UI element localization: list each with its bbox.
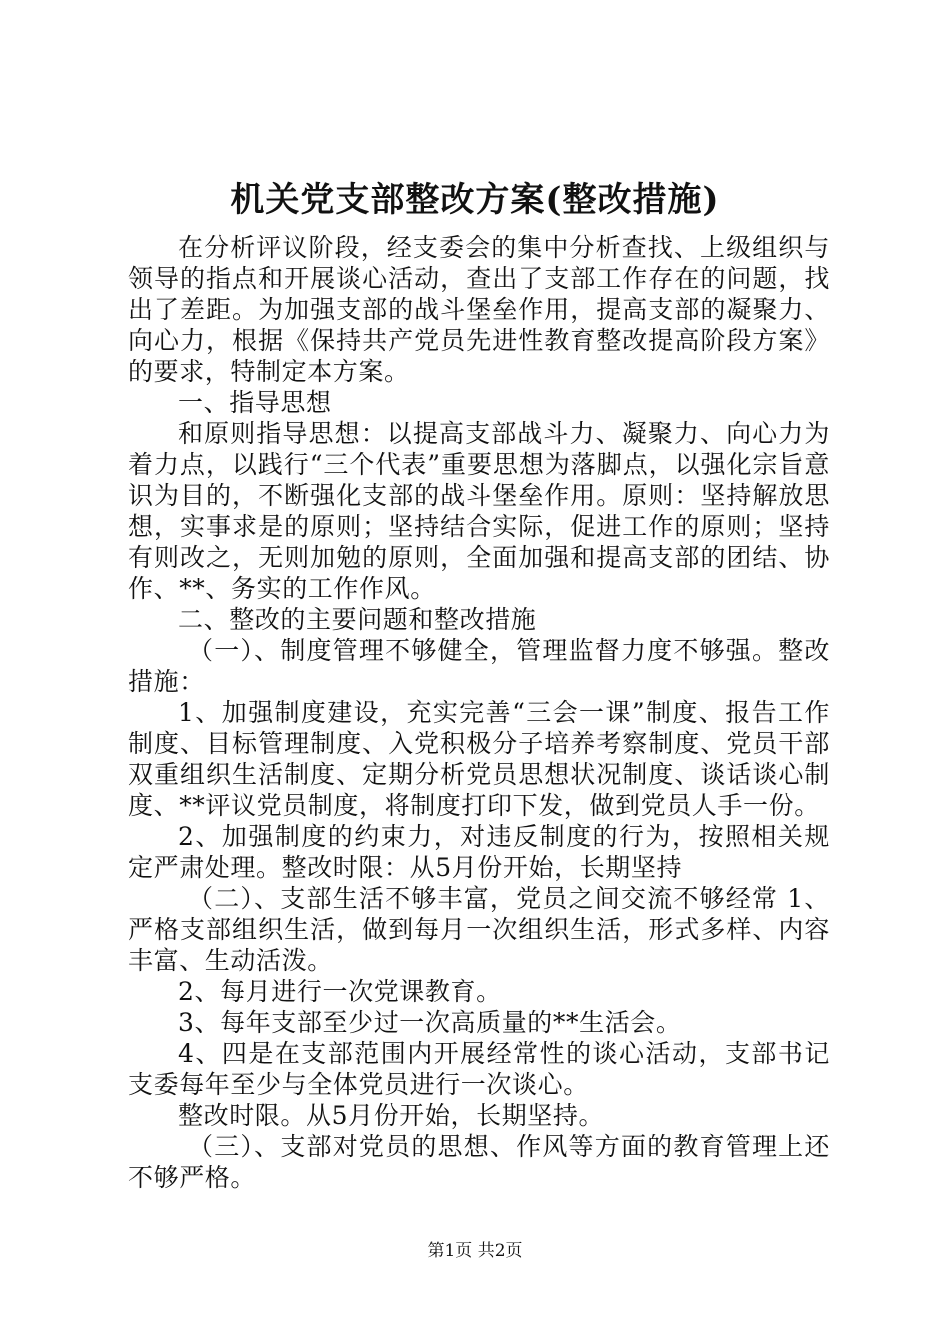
subheading-problem-2: （二）、支部生活不够丰富，党员之间交流不够经常 1、严格支部组织生活，做到每月一次组织生活，形式多样、内容丰富、生动活泼。 xyxy=(128,884,830,975)
list-item-measure-2: 2、加强制度的约束力，对违反制度的行为，按照相关规定严肃处理。整改时限：从5月份开始，长期坚持 xyxy=(128,822,830,882)
subheading-problem-1: （一）、制度管理不够健全，管理监督力度不够强。整改措施： xyxy=(128,636,830,696)
list-item-measure-1: 1、加强制度建设，充实完善“三会一课”制度、报告工作制度、目标管理制度、入党积极分子培养考察制度、党员干部双重组织生活制度、定期分析党员思想状况制度、谈话谈心制度、**评议党员制度，将制度打印下发，做到党员人手一份。 xyxy=(128,698,830,820)
subheading-problem-3: （三）、支部对党员的思想、作风等方面的教育管理上还不够严格。 xyxy=(128,1132,830,1192)
paragraph-intro: 在分析评议阶段，经支委会的集中分析查找、上级组织与领导的指点和开展谈心活动，查出了支部工作存在的问题，找出了差距。为加强支部的战斗堡垒作用，提高支部的凝聚力、向心力，根据《保持共产党员先进性教育整改提高阶段方案》的要求，特制定本方案。 xyxy=(128,233,830,386)
list-item-measure-4: 3、每年支部至少过一次高质量的**生活会。 xyxy=(178,1008,682,1037)
list-item-measure-5: 4、四是在支部范围内开展经常性的谈心活动，支部书记支委每年至少与全体党员进行一次谈心。 xyxy=(128,1039,830,1099)
heading-main-problems: 二、整改的主要问题和整改措施 xyxy=(178,605,537,634)
paragraph-guiding-principles: 和原则指导思想：以提高支部战斗力、凝聚力、向心力为着力点，以践行“三个代表”重要思想为落脚点，以强化宗旨意识为目的，不断强化支部的战斗堡垒作用。原则：坚持解放思想，实事求是的原则；坚持结合实际，促进工作的原则；坚持有则改之，无则加勉的原则，全面加强和提高支部的团结、协作、**、务实的工作作风。 xyxy=(128,419,830,603)
heading-guiding-ideology: 一、指导思想 xyxy=(178,388,332,417)
document-body xyxy=(128,232,830,1193)
document-title: 机关党支部整改方案(整改措施) xyxy=(230,180,720,220)
paragraph-deadline: 整改时限。从5月份开始，长期坚持。 xyxy=(178,1101,605,1130)
list-item-measure-3: 2、每月进行一次党课教育。 xyxy=(178,977,502,1006)
page-footer: 第1页 共2页 xyxy=(427,1241,523,1261)
